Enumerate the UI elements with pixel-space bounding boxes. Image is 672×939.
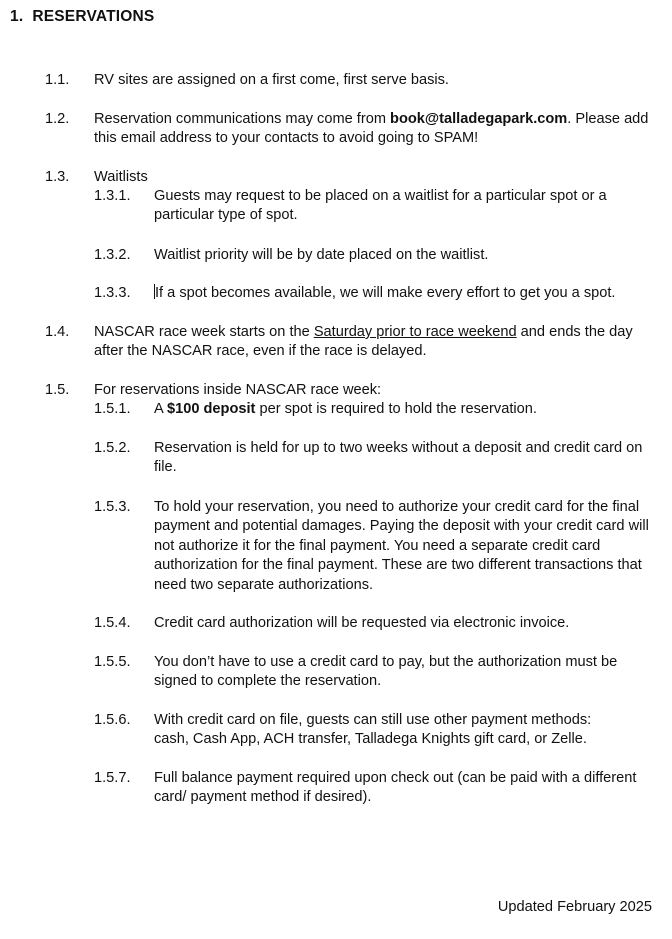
item-number: 1.3.	[45, 169, 70, 185]
item-number: 1.3.1.	[94, 188, 131, 204]
item-text: NASCAR race week starts on the Saturday prior to race weekend and ends the day after the NASCAR race, even if the race is delayed.	[94, 324, 633, 360]
item-text: Reservation communications may come from book@talladegapark.com. Please add this email address to your contacts to avoid going to SPAM!	[94, 111, 649, 147]
email-address: book@talladegapark.com	[390, 111, 568, 127]
item-number: 1.1.	[45, 72, 70, 88]
section-title: RESERVATIONS	[32, 8, 155, 25]
section-heading	[10, 8, 154, 26]
deposit-amount: $100 deposit	[166, 401, 256, 417]
item-text: Waitlists	[94, 169, 148, 185]
item-text: You don’t have to use a credit card to pay, but the authorization must be signed to complete the reservation.	[154, 654, 618, 690]
item-number: 1.5.2.	[94, 440, 131, 456]
item-text: Waitlist priority will be by date placed on the waitlist.	[154, 247, 489, 263]
item-number: 1.5.7.	[94, 770, 131, 786]
item-text: RV sites are assigned on a first come, first serve basis.	[94, 72, 449, 88]
item-text: To hold your reservation, you need to authorize your credit card for the final payment and potential damages. Paying the deposit with your credit card will not authorize it for the final payment. You need a separate credit card authorization for the final payment. These are two different transactions that need two separate authorizations.	[154, 499, 649, 593]
item-number: 1.2.	[45, 111, 70, 127]
item-text: Guests may request to be placed on a waitlist for a particular spot or a particular type of spot.	[154, 188, 607, 224]
item-number: 1.3.3.	[94, 285, 131, 301]
item-number: 1.3.2.	[94, 247, 131, 263]
item-text: Full balance payment required upon check out (can be paid with a different card/ payment method if desired).	[154, 770, 637, 806]
underlined-phrase: Saturday prior to race weekend	[313, 324, 517, 340]
item-text: With credit card on file, guests can still use other payment methods: cash, Cash App, ACH transfer, Talladega Knights gift card, or Zelle.	[154, 712, 592, 748]
item-text: Reservation is held for up to two weeks without a deposit and credit card on file.	[154, 440, 643, 476]
item-text: Credit card authorization will be requested via electronic invoice.	[154, 615, 570, 631]
item-text: For reservations inside NASCAR race week:	[94, 382, 382, 398]
item-number: 1.5.3.	[94, 499, 131, 515]
item-number: 1.5.5.	[94, 654, 131, 670]
item-text: A $100 deposit per spot is required to hold the reservation.	[154, 401, 537, 417]
item-text[interactable]: If a spot becomes available, we will make every effort to get you a spot.	[155, 285, 616, 301]
item-number: 1.5.4.	[94, 615, 131, 631]
item-number: 1.5.	[45, 382, 70, 398]
item-number: 1.5.1.	[94, 401, 131, 417]
updated-date: Updated February 2025	[497, 899, 652, 915]
section-number: 1.	[10, 8, 24, 25]
item-number: 1.5.6.	[94, 712, 131, 728]
item-number: 1.4.	[45, 324, 70, 340]
